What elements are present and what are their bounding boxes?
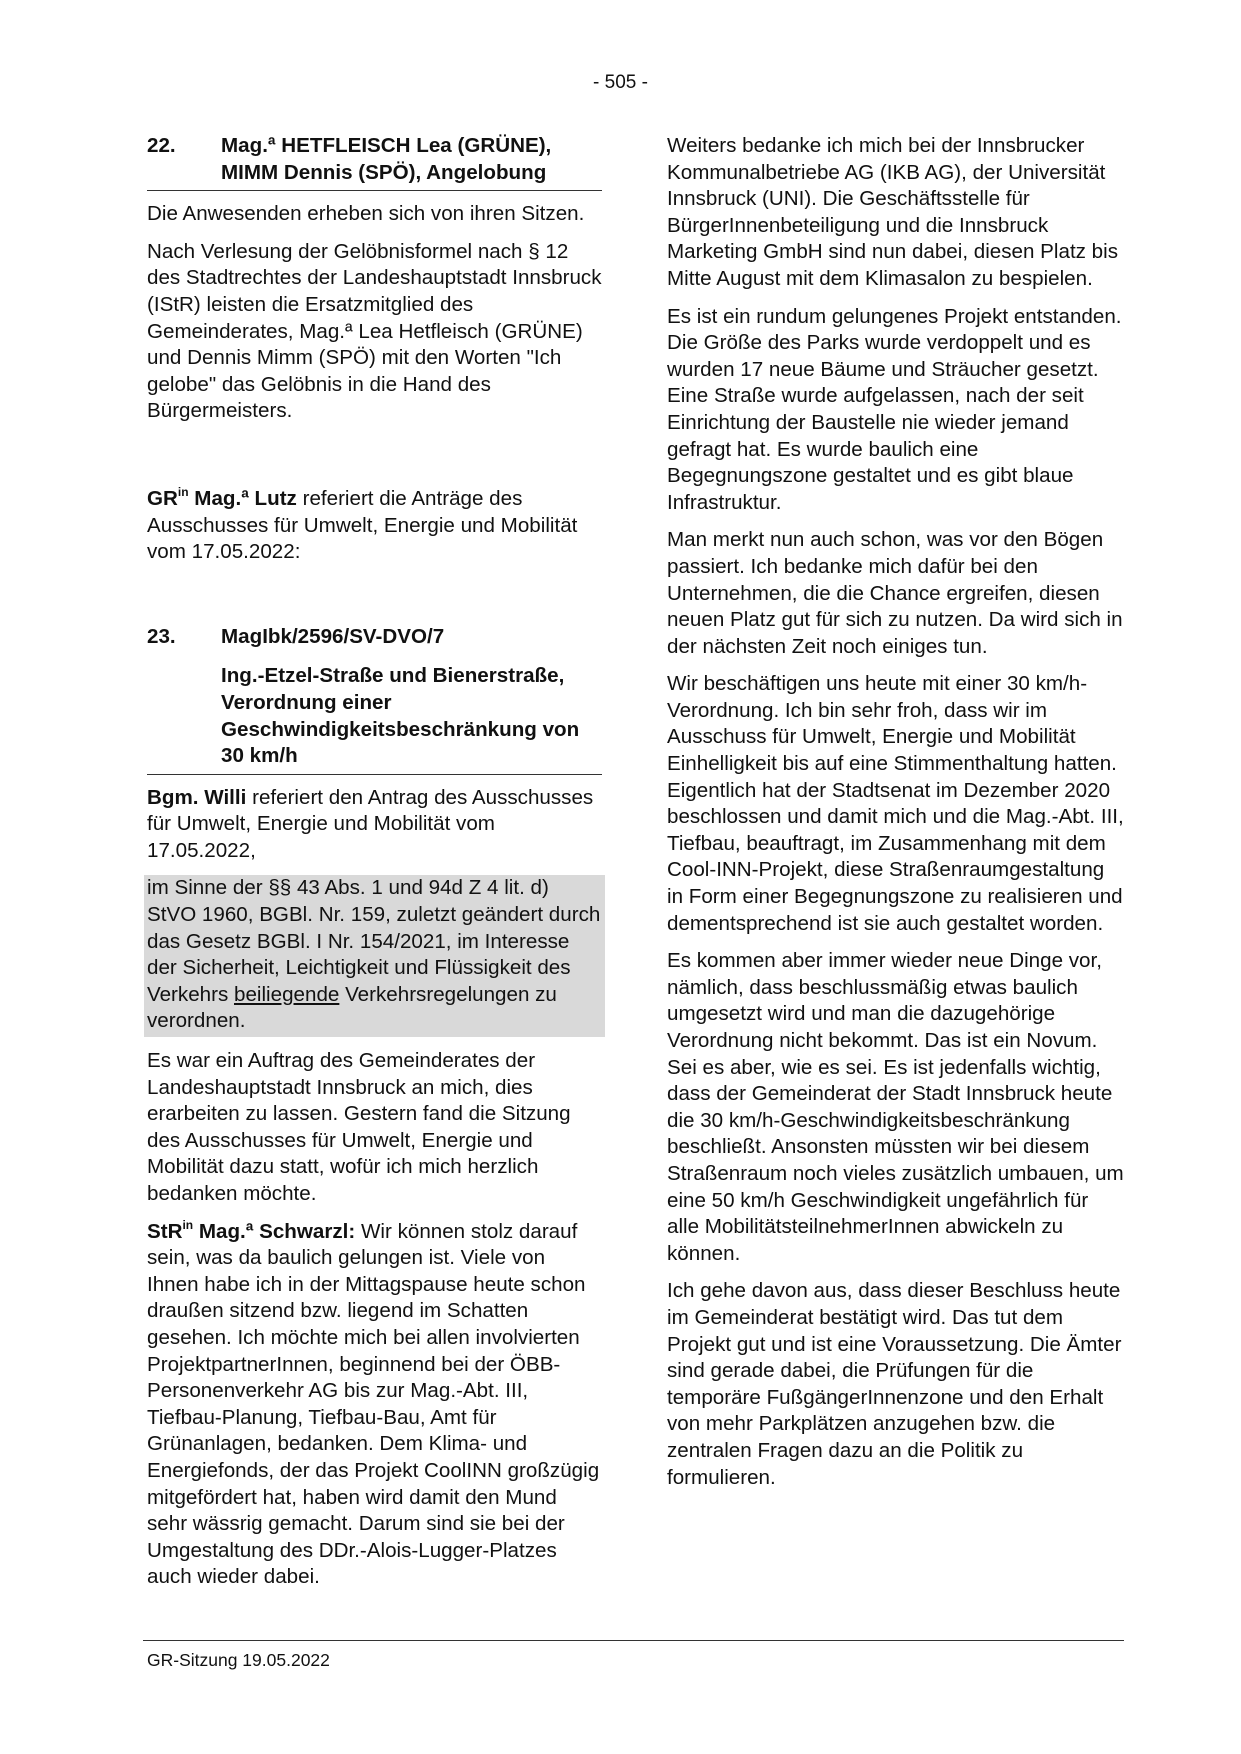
footer-divider (143, 1640, 1124, 1641)
item-22-title-line1: Mag.ª HETFLEISCH Lea (GRÜNE), (221, 134, 552, 157)
gr-prefix: GR (147, 486, 178, 510)
bgm-text: referiert den Antrag des Ausschusses für Umwelt, Energie und Mobilität vom 17.05.2022, (147, 785, 594, 862)
footer-text: GR-Sitzung 19.05.2022 (147, 1650, 330, 1670)
paragraph-schwarzl (147, 1219, 602, 1591)
paragraph-rise: Die Anwesenden erheben sich von ihren Sitzen. (147, 202, 585, 226)
item-23-heading (147, 624, 602, 775)
paragraph-thanks: Weiters bedanke ich mich bei der Innsbrucker Kommunalbetriebe AG (IKB AG), der Universität Innsbruck (UNI). Die Geschäftsstelle für BürgerInnenbeteiligung und die Innsbruck Marketing GmbH sind nun dabei, diesen Platz bis Mitte August mit dem Klimasalon zu bespielen. (667, 134, 1119, 290)
item-22-number: 22. (147, 134, 176, 157)
page-number: - 505 - (593, 72, 648, 93)
left-column (147, 133, 602, 1602)
item-23-code: MagIbk/2596/SV-DVO/7 (221, 624, 445, 648)
resolution-text (144, 875, 605, 1037)
paragraph-novum: Es kommen aber immer wieder neue Dinge vor, nämlich, dass beschlussmäßig etwas baulich umgesetzt wird und man die dazugehörige Verordnung nicht bekommt. Das ist ein Novum. Sei es aber, wie es sei. Es ist jedenfalls wichtig, dass der Gemeinderat der Stadt Innsbruck heute die 30 km/h-Geschwindigkeitsbeschränkung beschließt. Ansonsten müssten wir bei diesem Straßenraum noch vieles zusätzlich umbauen, um eine 50 km/h Geschwindigkeit ungefährlich für alle MobilitätsteilnehmerInnen abwickeln zu können. (667, 949, 1124, 1265)
right-column (667, 133, 1125, 1502)
paragraph-boegen: Man merkt nun auch schon, was vor den Bögen passiert. Ich bedanke mich dafür bei den Unternehmen, die die Chance ergreifen, diesen neuen Platz gut für sich zu nutzen. Da wird sich in der nächsten Zeit noch einiges tun. (667, 528, 1123, 658)
paragraph-bgm (147, 785, 602, 865)
paragraph-beschluss: Ich gehe davon aus, dass dieser Beschluss heute im Gemeinderat bestätigt wird. Das tut dem Projekt gut und ist eine Voraussetzung. Die Ämter sind gerade dabei, die Prüfungen für die temporäre FußgängerInnenzone und den Erhalt von mehr Parkplätzen anzugehen bzw. die zentralen Fragen dazu an die Politik zu formulieren. (667, 1279, 1122, 1489)
paragraph-verordnung: Wir beschäftigen uns heute mit einer 30 km/h-Verordnung. Ich bin sehr froh, dass wir im Ausschuss für Umwelt, Energie und Mobilität Einhelligkeit bis auf eine Stimmenthaltung hatten. Eigentlich hat der Stadtsenat im Dezember 2020 beschlossen und damit mich und die Mag.-Abt. III, Tiefbau, beauftragt, im Zusammenhang mit dem Cool-INN-Projekt, diese Straßenraumgestaltung in Form einer Begegnungszone zu realisieren und dementsprechend ist sie auch gestaltet worden. (667, 672, 1124, 935)
resolution-before: im Sinne der §§ 43 Abs. 1 und 94d Z 4 lit. d) StVO 1960, BGBl. Nr. 159, zuletzt geändert durch das Gesetz BGBl. I Nr. 154/2021, im Interesse der Sicherheit, Leichtigkeit und Flüssigkeit des Verkehrs (147, 876, 601, 1006)
item-22-heading (147, 133, 602, 191)
item-22-title (221, 133, 602, 186)
paragraph-oath: Nach Verlesung der Gelöbnisformel nach § 12 des Stadtrechtes der Landeshauptstadt Innsbruck (IStR) leisten die Ersatzmitglied des Gemeinderates, Mag.ª Lea Hetfleisch (GRÜNE) und Dennis Mimm (SPÖ) mit den Worten "Ich gelobe" das Gelöbnis in die Hand des Bürgermeisters. (147, 239, 602, 423)
item-23-title: Ing.-Etzel-Straße und Bienerstraße, Verordnung einer Geschwindigkeitsbeschränkung von 30 km/h (147, 663, 602, 774)
item-23-number: 23. (147, 624, 176, 648)
gr-sup: in (177, 485, 189, 500)
paragraph-project: Es ist ein rundum gelungenes Projekt entstanden. Die Größe des Parks wurde verdoppelt und es wurden 17 neue Bäume und Sträucher gesetzt. Eine Straße wurde aufgelassen, nach der seit Einrichtung der Baustelle nie wieder jemand gefragt hat. Es wurde baulich eine Begegnungszone gestaltet und es gibt blaue Infrastruktur. (667, 304, 1122, 514)
paragraph-gr-lutz (147, 486, 602, 566)
resolution-after: Verkehrsregelungen zu verordnen. (147, 982, 557, 1033)
paragraph-auftrag: Es war ein Auftrag des Gemeinderates der Landeshauptstadt Innsbruck an mich, dies erarbeiten zu lassen. Gestern fand die Sitzung des Ausschusses für Umwelt, Energie und Mobilität dazu statt, wofür ich mich herzlich bedanken möchte. (147, 1049, 571, 1205)
str-text: Wir können stolz darauf sein, was da baulich gelungen ist. Viele von Ihnen habe ich in der Mittagspause heute schon draußen sitzend bzw. liegend im Schatten gesehen. Ich möchte mich bei allen involvierten ProjektpartnerInnen, beginnend bei der ÖBB-Personenverkehr AG bis zur Mag.-Abt. III, Tiefbau-Planung, Tiefbau-Bau, Amt für Grünanlagen, bedanken. Dem Klima- und Energiefonds, der das Projekt CoolINN großzügig mitgefördert hat, haben wird damit den Mund sehr wässrig gemacht. Darum sind sie bei der Umgestaltung des DDr.-Alois-Lugger-Platzes auch wieder dabei. (147, 1219, 600, 1589)
str-sup: in (182, 1217, 194, 1232)
gr-name: Mag.ª Lutz (188, 486, 297, 510)
resolution-underlined: beiliegende (234, 982, 340, 1006)
str-prefix: StR (147, 1219, 183, 1243)
bgm-name: Bgm. Willi (147, 785, 247, 809)
str-name: Mag.ª Schwarzl: (193, 1219, 356, 1243)
item-22-title-line2: MIMM Dennis (SPÖ), Angelobung (221, 160, 547, 184)
gr-text: referiert die Anträge des Ausschusses für Umwelt, Energie und Mobilität vom 17.05.2022: (147, 486, 578, 564)
